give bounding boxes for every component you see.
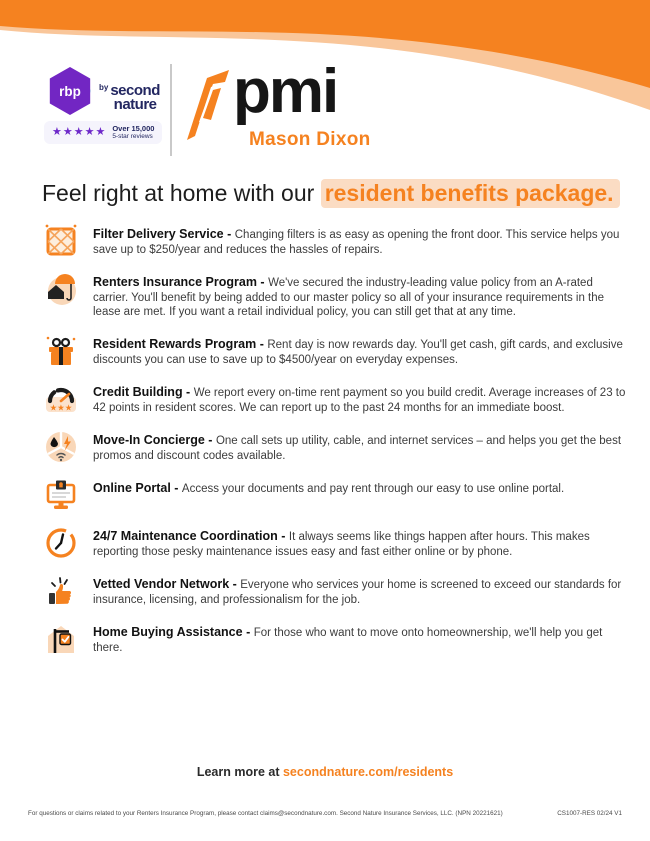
byline-by: by	[99, 83, 109, 92]
rbp-logo	[45, 64, 95, 118]
headline-highlight: resident benefits package.	[321, 179, 620, 208]
benefit-description: Everyone who services your home is screened to exceed our standards for insurance, licensing, and professionalism for the job.	[93, 579, 622, 606]
benefit-text: Vetted Vendor Network - Everyone who services your home is screened to exceed our standards for insurance, licensing, and professionalism for the job.	[93, 577, 622, 606]
list-item-renters-insurance	[42, 271, 627, 320]
learn-more-line	[0, 765, 650, 779]
benefit-title: Credit Building	[93, 385, 183, 400]
fine-print	[28, 810, 622, 817]
residents-link[interactable]: secondnature.com/residents	[282, 765, 454, 779]
benefit-text: Move-In Concierge - One call sets up utility, cable, and internet services – and helps you get the best promos and discount codes available.	[93, 433, 622, 462]
list-item-maintenance-coordination	[42, 525, 627, 560]
benefit-title: Filter Delivery Service	[93, 227, 224, 241]
reviews-count: Over 15,000	[112, 124, 155, 133]
second-nature-wordmark	[99, 84, 160, 113]
benefit-title: Vetted Vendor Network	[93, 577, 230, 592]
sold-sign-icon	[42, 621, 80, 656]
thumbs-up-icon	[42, 573, 80, 608]
benefit-description: We've secured the industry-leading value policy from an A-rated carrier. You'll benefit by being added to our master policy so all of your insurance requirements in the lease are met. If you want a retail individual policy, you can still get that at any time.	[93, 277, 605, 319]
monitor-lock-icon	[42, 477, 80, 512]
benefit-text: Renters Insurance Program - We've secured the industry-leading value policy from an A-rated carrier. You'll benefit by being added to our master policy so all of your insurance requirements in the lease are met. If you want a retail individual policy, you can still get that at any time.	[93, 275, 605, 319]
benefit-text: Credit Building - We report every on-time rent payment so you build credit. Average increases of 23 to 42 points in resident scores. We can report up to the past 24 months for an immediate boost.	[93, 385, 626, 414]
benefit-description: One call sets up utility, cable, and internet services – and helps you get the best promos and discount codes available.	[93, 435, 622, 462]
benefit-text: Filter Delivery Service - Changing filters is as easy as opening the front door. This service helps you save up to $250/year and reduces the hassles of repairs.	[93, 227, 620, 256]
list-item-online-portal	[42, 477, 627, 512]
list-item-move-in-concierge	[42, 429, 627, 464]
headline-prefix: Feel right at home with our	[42, 180, 321, 206]
benefit-text: Home Buying Assistance - For those who want to move onto homeownership, we'll help you get there.	[93, 625, 603, 654]
pmi-franchise-name: Mason Dixon	[249, 129, 371, 150]
benefit-title: Online Portal	[93, 481, 171, 496]
pmi-logo-icon	[185, 70, 231, 140]
list-item-vetted-vendor-network	[42, 573, 627, 608]
byline-nature: nature	[113, 95, 157, 113]
benefit-text: Resident Rewards Program - Rent day is now rewards day. You'll get cash, gift cards, and exclusive discounts you can use to save up to $4500/year on everyday expenses.	[93, 337, 623, 366]
learn-more-prefix: Learn more at	[196, 765, 283, 779]
svg-text:rbp: rbp	[59, 83, 81, 99]
benefit-description: It always seems like things happen after hours. This makes reporting those pesky maintenance issues easy and fast either online or by phone.	[93, 531, 590, 558]
pmi-wordmark: pmi	[233, 57, 338, 126]
benefit-description: Access your documents and pay rent through our easy to use online portal.	[181, 483, 565, 496]
reviews-label: 5-star reviews	[112, 133, 153, 141]
benefit-title: 24/7 Maintenance Coordination	[93, 529, 278, 544]
benefit-title: Resident Rewards Program	[93, 337, 257, 352]
five-stars-icon: ★★★★★	[52, 126, 107, 139]
clock-icon	[42, 525, 80, 560]
insurance-disclaimer: For questions or claims related to your Renters Insurance Program, please contact claims@secondnature.com. Second Nature Insurance Services, LLC. (NPN 20221621)	[28, 810, 503, 817]
byline-second: second	[110, 82, 160, 99]
logo-divider	[170, 64, 172, 156]
benefit-description: Rent day is now rewards day. You'll get cash, gift cards, and exclusive discounts you can use to save up to $4500/year on everyday expenses.	[93, 339, 623, 366]
benefit-description: Changing filters is as easy as opening the front door. This service helps you save up to $250/year and reduces the hassles of repairs.	[93, 229, 620, 256]
utilities-wheel-icon	[42, 429, 80, 464]
benefit-description: For those who want to move onto homeownership, we'll help you get there.	[93, 627, 603, 654]
document-code: CS1007-RES 02/24 V1	[557, 810, 622, 817]
benefits-list	[42, 223, 627, 669]
reviews-badge	[44, 121, 162, 144]
svg-text:★★★: ★★★	[49, 402, 73, 413]
page-title	[42, 180, 620, 207]
list-item-home-buying-assistance	[42, 621, 627, 656]
list-item-filter-delivery	[42, 223, 627, 258]
benefit-title: Move-In Concierge	[93, 433, 205, 448]
benefit-description: We report every on-time rent payment so you build credit. Average increases of 23 to 42 points in resident scores. We can report up to the past 24 months for an immediate boost.	[93, 387, 626, 414]
gift-box-icon	[42, 333, 80, 368]
credit-gauge-icon	[42, 381, 80, 416]
list-item-resident-rewards	[42, 333, 627, 368]
umbrella-house-icon	[42, 271, 80, 306]
benefit-text: 24/7 Maintenance Coordination - It always seems like things happen after hours. This makes reporting those pesky maintenance issues easy and fast either online or by phone.	[93, 529, 590, 558]
benefit-title: Renters Insurance Program	[93, 275, 257, 289]
benefit-title: Home Buying Assistance	[93, 625, 243, 640]
benefit-text: Online Portal - Access your documents and pay rent through our easy to use online portal.	[93, 481, 565, 496]
list-item-credit-building	[42, 381, 627, 416]
air-filter-icon	[42, 223, 80, 258]
